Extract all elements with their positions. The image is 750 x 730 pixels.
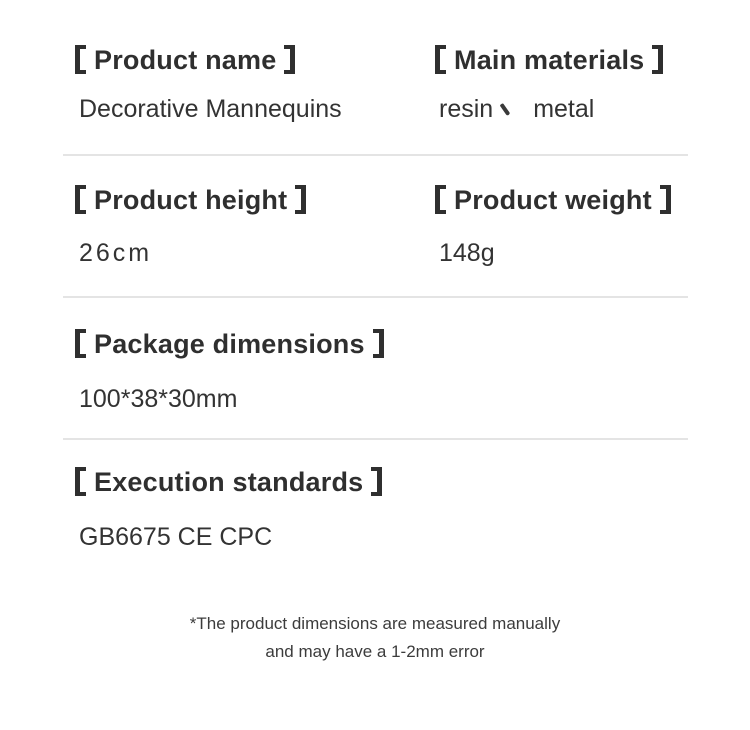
lenticular-bracket-open-icon xyxy=(435,45,446,74)
spec-cell-product-weight xyxy=(435,182,710,296)
spec-label-product-weight: Product weight xyxy=(454,185,652,215)
spec-value-product-height: 26cm xyxy=(79,239,153,267)
spec-row-4 xyxy=(0,440,750,560)
spec-row-2 xyxy=(0,156,750,296)
spec-value-product-weight: 148g xyxy=(439,239,495,267)
spec-row-3 xyxy=(0,298,750,438)
disclaimer-line-1: *The product dimensions are measured manually xyxy=(189,614,561,633)
lenticular-bracket-open-icon xyxy=(75,467,86,496)
spec-cell-main-materials xyxy=(435,42,710,154)
lenticular-bracket-close-icon xyxy=(652,45,663,74)
spec-value-package-dimensions: 100*38*30mm xyxy=(79,385,238,413)
spec-header-main-materials xyxy=(435,42,710,78)
spec-label-main-materials: Main materials xyxy=(454,45,645,75)
lenticular-bracket-open-icon xyxy=(75,185,86,214)
spec-value-execution-standards: GB6675 CE CPC xyxy=(79,523,273,551)
spec-label-execution-standards: Execution standards xyxy=(94,467,364,497)
lenticular-bracket-close-icon xyxy=(373,329,384,358)
spec-header-package-dimensions xyxy=(75,326,710,362)
spec-value-part-second: metal xyxy=(533,95,595,123)
spec-header-product-weight xyxy=(435,182,710,218)
lenticular-bracket-open-icon xyxy=(75,329,86,358)
lenticular-bracket-close-icon xyxy=(284,45,295,74)
spec-cell-product-height xyxy=(75,182,435,296)
lenticular-bracket-close-icon xyxy=(295,185,306,214)
measurement-disclaimer xyxy=(0,610,750,666)
spec-cell-product-name xyxy=(75,42,435,154)
spec-label-package-dimensions: Package dimensions xyxy=(94,329,365,359)
spec-value-main-materials xyxy=(435,94,710,124)
spec-header-execution-standards xyxy=(75,464,710,500)
spec-header-product-name xyxy=(75,42,435,78)
ideographic-comma-icon xyxy=(493,97,519,117)
spec-label-product-height: Product height xyxy=(94,185,288,215)
spec-value-product-name: Decorative Mannequins xyxy=(79,95,342,123)
spec-value-part-first: resin xyxy=(439,95,494,123)
spec-row-1 xyxy=(0,0,750,154)
spec-cell-execution-standards xyxy=(75,464,710,552)
lenticular-bracket-close-icon xyxy=(371,467,382,496)
lenticular-bracket-open-icon xyxy=(435,185,446,214)
spec-cell-package-dimensions xyxy=(75,326,710,414)
lenticular-bracket-open-icon xyxy=(75,45,86,74)
disclaimer-line-2: and may have a 1-2mm error xyxy=(265,642,485,661)
lenticular-bracket-close-icon xyxy=(660,185,671,214)
spec-header-product-height xyxy=(75,182,435,218)
spec-label-product-name: Product name xyxy=(94,45,277,75)
